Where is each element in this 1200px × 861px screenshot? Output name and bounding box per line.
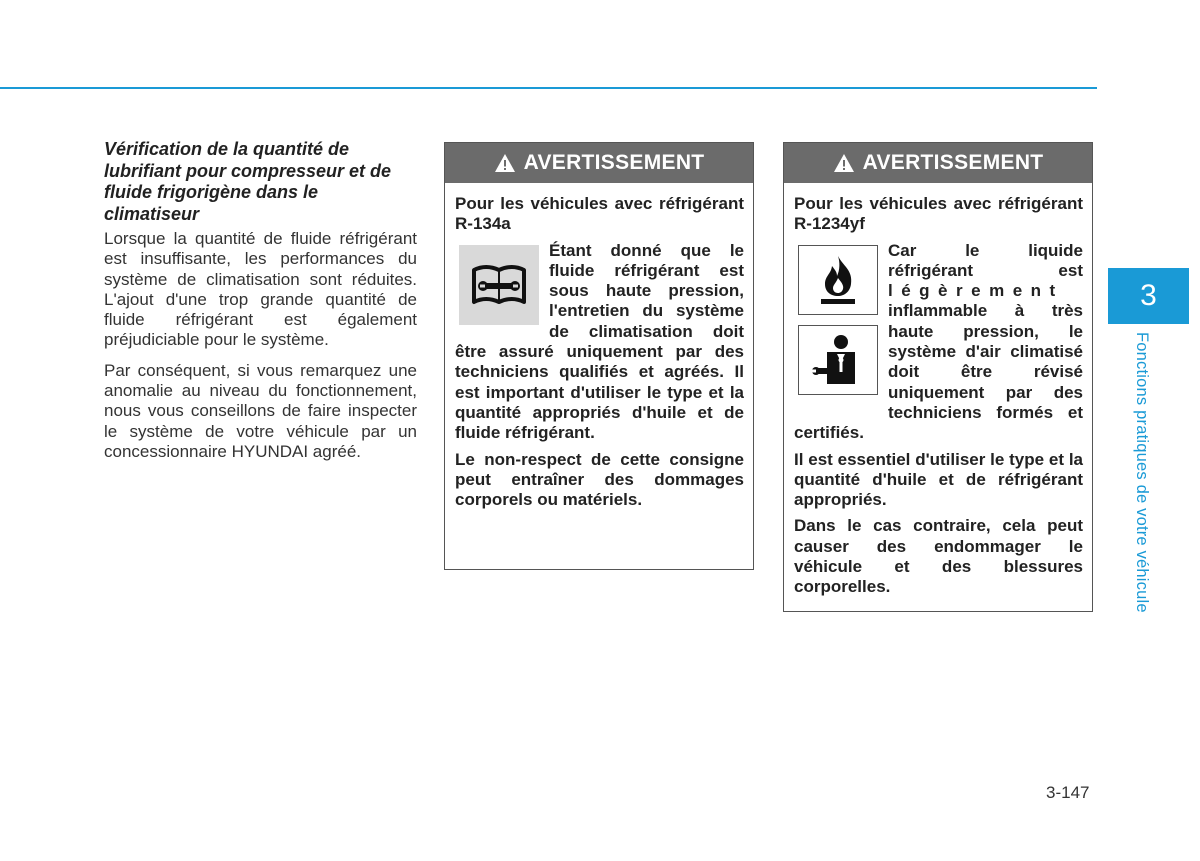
warning-body-part-2: inflammable à très haute pression, le système d'air climatisé doit être révisé uniquement par des techniciens formés et certifiés.: [794, 301, 1083, 443]
section-heading: Vérification de la quantité de lubrifiant pour compresseur et de fluide frigorigène dans le climatiseur: [104, 139, 392, 224]
flammable-icon: [798, 245, 878, 315]
warning-body-spaced: légèrement: [888, 281, 1064, 301]
section-paragraph-1: Lorsque la quantité de fluide réfrigérant est insuffisante, les performances du système de climatisation sont réduites. L'ajout d'une trop grande quantité de fluide réfrigérant est également préjudiciable pour le système.: [104, 229, 417, 350]
technician-icon: [798, 325, 878, 395]
warning-body: Étant donné que le fluide réfrigérant est sous haute pression, l'entretien du système de climatisation doit être assuré uniquement par des techniciens qualifiés et agréés. Il est important d'utiliser le type et la quantité appropriés d'huile et de fluide réfrigérant.: [455, 240, 744, 443]
chapter-tab: 3: [1108, 268, 1189, 324]
warning-body-part-1: Car le liquide réfrigérant est: [888, 240, 1083, 280]
warning-title: AVERTISSEMENT: [523, 151, 705, 174]
warning-consequence: Le non-respect de cette consigne peut entraîner des dommages corporels ou matériels.: [455, 449, 744, 510]
warning-paragraph-2: Il est essentiel d'utiliser le type et la quantité d'huile et de réfrigérant appropriés.: [794, 449, 1083, 510]
chapter-title: Fonctions pratiques de votre véhicule: [1133, 332, 1151, 613]
warning-intro: Pour les véhicules avec réfrigérant R-134a: [455, 194, 744, 234]
warning-header: [445, 143, 753, 183]
warning-box-r134a: [444, 142, 754, 570]
warning-box-r1234yf: [783, 142, 1093, 612]
top-rule: [0, 87, 1097, 89]
service-manual-icon: [459, 245, 539, 325]
warning-triangle-icon: [833, 153, 855, 173]
warning-intro: Pour les véhicules avec réfrigérant R-1234yf: [794, 194, 1083, 234]
warning-triangle-icon: [494, 153, 516, 173]
warning-paragraph-3: Dans le cas contraire, cela peut causer des endommager le véhicule et des blessures corporelles.: [794, 516, 1083, 597]
warning-title: AVERTISSEMENT: [862, 151, 1044, 174]
section-paragraph-2: Par conséquent, si vous remarquez une anomalie au niveau du fonctionnement, nous vous conseillons de faire inspecter le système de votre véhicule par un concessionnaire HYUNDAI agréé.: [104, 360, 417, 461]
warning-header: [784, 143, 1092, 183]
page-number: 3-147: [1046, 783, 1090, 802]
section-column: [104, 139, 417, 472]
